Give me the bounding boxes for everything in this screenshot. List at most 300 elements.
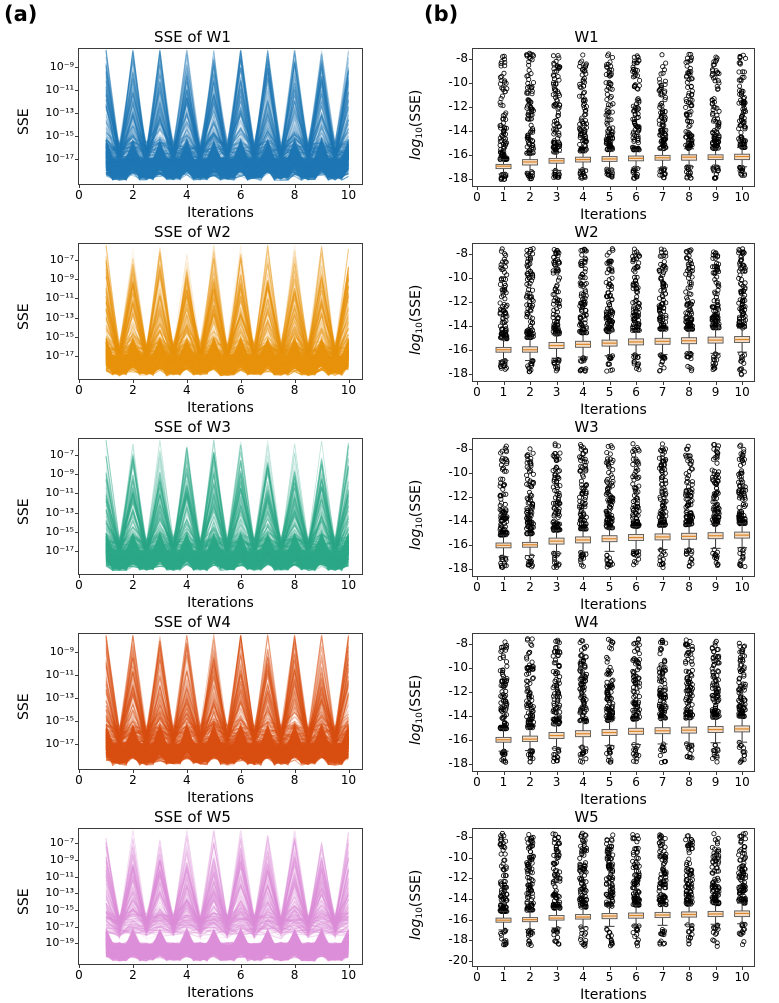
x-tick-label: 10 bbox=[340, 383, 357, 397]
x-tick-mark bbox=[610, 382, 611, 385]
x-tick-mark bbox=[557, 577, 558, 580]
x-tick-mark bbox=[689, 187, 690, 190]
y-tick-label: 10⁻¹¹ bbox=[45, 869, 74, 883]
y-tick-label: 10⁻¹⁷ bbox=[45, 544, 74, 558]
y-tick-mark bbox=[469, 449, 472, 450]
x-tick-mark bbox=[610, 187, 611, 190]
y-tick-label: 10⁻⁹ bbox=[49, 852, 74, 866]
x-tick-mark bbox=[133, 770, 134, 773]
y-axis-label-prefix: log bbox=[408, 723, 424, 745]
y-tick-mark bbox=[469, 179, 472, 180]
x-tick-mark bbox=[716, 187, 717, 190]
box-chart-w2 bbox=[394, 221, 779, 416]
y-tick-label: -8 bbox=[456, 245, 468, 260]
y-tick-label: -14 bbox=[448, 317, 468, 332]
x-axis-label: Iterations bbox=[580, 402, 647, 418]
x-axis-label: Iterations bbox=[187, 985, 254, 1001]
y-tick-mark bbox=[75, 337, 78, 338]
x-tick-mark bbox=[530, 187, 531, 190]
y-tick-label: -18 bbox=[448, 365, 468, 380]
x-tick-label: 0 bbox=[75, 383, 83, 397]
y-tick-label: -18 bbox=[448, 755, 468, 770]
x-tick-label: 6 bbox=[632, 190, 640, 204]
x-tick-label: 1 bbox=[499, 580, 508, 594]
x-tick-label: 10 bbox=[734, 775, 750, 789]
y-tick-mark bbox=[469, 740, 472, 741]
x-tick-label: 0 bbox=[473, 970, 481, 984]
x-tick-label: 0 bbox=[473, 385, 481, 399]
line-chart-sse-of-w3 bbox=[0, 416, 385, 611]
y-tick-mark bbox=[75, 927, 78, 928]
x-tick-mark bbox=[241, 965, 242, 968]
right-column-box-charts bbox=[394, 26, 779, 1001]
y-axis-label bbox=[408, 869, 425, 939]
y-axis-label-suffix: (SSE) bbox=[408, 674, 424, 712]
y-tick-mark bbox=[469, 716, 472, 717]
x-tick-label: 4 bbox=[182, 773, 191, 787]
x-tick-label: 1 bbox=[499, 385, 508, 399]
y-tick-label: 10⁻¹³ bbox=[45, 505, 74, 519]
y-tick-mark bbox=[469, 473, 472, 474]
x-tick-mark bbox=[636, 187, 637, 190]
x-tick-label: 5 bbox=[605, 190, 614, 204]
x-tick-mark bbox=[295, 770, 296, 773]
y-tick-label: 10⁻¹¹ bbox=[45, 82, 74, 96]
y-tick-mark bbox=[75, 943, 78, 944]
x-tick-mark bbox=[79, 575, 80, 578]
x-tick-label: 10 bbox=[734, 580, 750, 594]
x-tick-mark bbox=[557, 772, 558, 775]
y-tick-label: 10⁻¹³ bbox=[45, 310, 74, 324]
x-tick-mark bbox=[504, 772, 505, 775]
x-tick-label: 2 bbox=[129, 383, 137, 397]
x-tick-mark bbox=[689, 967, 690, 970]
x-tick-mark bbox=[504, 382, 505, 385]
y-axis-label-suffix: (SSE) bbox=[408, 284, 424, 322]
y-axis-label-subscript: 10 bbox=[415, 126, 425, 139]
box-chart-w3 bbox=[394, 416, 779, 611]
x-tick-label: 2 bbox=[129, 578, 137, 592]
y-tick-label: -16 bbox=[448, 341, 468, 356]
y-tick-label: -12 bbox=[448, 98, 468, 113]
x-tick-label: 4 bbox=[182, 968, 191, 982]
y-tick-label: -14 bbox=[448, 122, 468, 137]
x-tick-label: 8 bbox=[685, 385, 693, 399]
x-axis-label: Iterations bbox=[580, 597, 647, 613]
y-tick-mark bbox=[75, 532, 78, 533]
x-tick-mark bbox=[187, 575, 188, 578]
y-tick-label: -16 bbox=[448, 731, 468, 746]
y-tick-mark bbox=[75, 356, 78, 357]
x-tick-mark bbox=[241, 575, 242, 578]
line-chart-sse-of-w2 bbox=[0, 221, 385, 416]
x-tick-mark bbox=[583, 577, 584, 580]
y-tick-mark bbox=[75, 721, 78, 722]
x-tick-mark bbox=[504, 967, 505, 970]
x-tick-label: 8 bbox=[290, 578, 299, 592]
x-tick-mark bbox=[583, 187, 584, 190]
x-tick-mark bbox=[742, 772, 743, 775]
x-tick-mark bbox=[477, 772, 478, 775]
x-tick-mark bbox=[241, 770, 242, 773]
y-tick-label: -18 bbox=[448, 170, 468, 185]
y-axis-label bbox=[408, 479, 425, 549]
x-tick-label: 0 bbox=[75, 968, 83, 982]
y-tick-mark bbox=[469, 878, 472, 879]
y-tick-mark bbox=[469, 254, 472, 255]
x-tick-mark bbox=[133, 575, 134, 578]
y-tick-mark bbox=[75, 455, 78, 456]
chart-title: SSE of W1 bbox=[154, 28, 231, 46]
y-tick-mark bbox=[469, 302, 472, 303]
y-axis-label: SSE bbox=[16, 887, 32, 915]
box-chart-w5 bbox=[394, 806, 779, 1001]
chart-title: W3 bbox=[574, 418, 599, 436]
y-tick-label: -12 bbox=[448, 870, 468, 885]
y-tick-mark bbox=[75, 90, 78, 91]
y-tick-mark bbox=[75, 893, 78, 894]
x-tick-mark bbox=[636, 382, 637, 385]
x-tick-label: 10 bbox=[340, 578, 357, 592]
y-tick-mark bbox=[469, 521, 472, 522]
y-tick-mark bbox=[75, 136, 78, 137]
x-tick-mark bbox=[349, 575, 350, 578]
y-axis-label: SSE bbox=[16, 302, 32, 330]
y-tick-label: -16 bbox=[448, 536, 468, 551]
y-tick-mark bbox=[75, 877, 78, 878]
x-tick-mark bbox=[530, 382, 531, 385]
y-tick-label: 10⁻¹⁵ bbox=[45, 902, 74, 916]
x-tick-mark bbox=[349, 380, 350, 383]
y-tick-label: -10 bbox=[448, 849, 468, 864]
y-tick-mark bbox=[75, 551, 78, 552]
x-tick-label: 8 bbox=[685, 190, 693, 204]
y-tick-label: 10⁻¹³ bbox=[45, 690, 74, 704]
x-tick-label: 10 bbox=[734, 970, 750, 984]
x-tick-label: 2 bbox=[129, 968, 137, 982]
x-tick-mark bbox=[530, 577, 531, 580]
x-tick-label: 6 bbox=[236, 188, 245, 202]
x-tick-mark bbox=[636, 577, 637, 580]
x-tick-label: 2 bbox=[129, 773, 137, 787]
box-chart-w1 bbox=[394, 26, 779, 221]
x-tick-mark bbox=[295, 965, 296, 968]
x-tick-label: 7 bbox=[658, 970, 667, 984]
y-axis-label-prefix: log bbox=[408, 918, 424, 940]
x-tick-label: 0 bbox=[473, 580, 481, 594]
y-tick-mark bbox=[75, 279, 78, 280]
y-tick-mark bbox=[75, 675, 78, 676]
x-axis-label: Iterations bbox=[580, 987, 647, 1003]
chart-title: W1 bbox=[574, 28, 599, 46]
box-chart-w4 bbox=[394, 611, 779, 806]
x-tick-label: 3 bbox=[552, 970, 561, 984]
y-tick-mark bbox=[469, 764, 472, 765]
x-tick-label: 8 bbox=[290, 773, 299, 787]
x-tick-mark bbox=[716, 967, 717, 970]
y-tick-mark bbox=[75, 159, 78, 160]
y-tick-label: -16 bbox=[448, 911, 468, 926]
x-tick-label: 6 bbox=[236, 383, 245, 397]
x-tick-mark bbox=[557, 967, 558, 970]
y-tick-mark bbox=[469, 644, 472, 645]
x-tick-label: 6 bbox=[236, 578, 245, 592]
x-tick-mark bbox=[187, 770, 188, 773]
y-axis-label: SSE bbox=[16, 107, 32, 135]
y-axis-label-subscript: 10 bbox=[415, 906, 425, 919]
trajectory-lines bbox=[79, 829, 362, 964]
y-tick-mark bbox=[469, 350, 472, 351]
x-tick-label: 10 bbox=[340, 773, 357, 787]
x-tick-mark bbox=[295, 185, 296, 188]
x-tick-label: 0 bbox=[473, 775, 481, 789]
x-tick-label: 3 bbox=[552, 190, 561, 204]
x-tick-label: 8 bbox=[685, 970, 693, 984]
x-tick-mark bbox=[530, 772, 531, 775]
x-tick-mark bbox=[187, 185, 188, 188]
y-tick-label: 10⁻¹¹ bbox=[45, 667, 74, 681]
y-tick-mark bbox=[469, 497, 472, 498]
y-tick-label: -8 bbox=[456, 829, 468, 844]
x-tick-label: 9 bbox=[711, 190, 720, 204]
x-tick-mark bbox=[79, 770, 80, 773]
x-tick-mark bbox=[689, 772, 690, 775]
x-tick-mark bbox=[349, 185, 350, 188]
x-tick-mark bbox=[133, 185, 134, 188]
y-axis-label-prefix: log bbox=[408, 333, 424, 355]
y-tick-label: 10⁻⁹ bbox=[49, 59, 74, 73]
y-axis-label: SSE bbox=[16, 497, 32, 525]
y-tick-mark bbox=[75, 652, 78, 653]
x-tick-label: 3 bbox=[552, 775, 561, 789]
y-tick-label: 10⁻⁹ bbox=[49, 272, 74, 285]
y-tick-label: 10⁻¹⁵ bbox=[45, 713, 74, 727]
y-tick-mark bbox=[469, 899, 472, 900]
x-tick-mark bbox=[477, 187, 478, 190]
y-axis-label-subscript: 10 bbox=[415, 516, 425, 529]
x-tick-label: 8 bbox=[290, 968, 299, 982]
y-axis-label: SSE bbox=[16, 692, 32, 720]
x-tick-label: 0 bbox=[473, 190, 481, 204]
x-tick-mark bbox=[663, 187, 664, 190]
boxplot-series bbox=[473, 49, 754, 186]
y-tick-label: 10⁻⁷ bbox=[49, 447, 74, 461]
y-tick-mark bbox=[469, 326, 472, 327]
boxplot-series bbox=[473, 829, 754, 966]
y-tick-label: 10⁻¹⁵ bbox=[45, 128, 74, 142]
x-tick-mark bbox=[79, 185, 80, 188]
x-tick-label: 2 bbox=[129, 188, 137, 202]
y-tick-label: 10⁻¹⁷ bbox=[45, 736, 74, 750]
y-tick-mark bbox=[469, 858, 472, 859]
y-tick-label: -8 bbox=[456, 440, 468, 455]
x-tick-mark bbox=[663, 577, 664, 580]
x-tick-mark bbox=[187, 965, 188, 968]
x-tick-label: 10 bbox=[340, 968, 357, 982]
left-column-line-charts bbox=[0, 26, 385, 1001]
x-tick-mark bbox=[610, 772, 611, 775]
y-tick-mark bbox=[469, 374, 472, 375]
y-tick-label: 10⁻⁹ bbox=[49, 644, 74, 658]
x-tick-label: 4 bbox=[182, 578, 191, 592]
x-tick-mark bbox=[133, 380, 134, 383]
x-tick-label: 7 bbox=[658, 190, 667, 204]
x-tick-label: 2 bbox=[526, 190, 534, 204]
x-tick-label: 7 bbox=[658, 580, 667, 594]
x-tick-label: 5 bbox=[605, 580, 614, 594]
x-tick-mark bbox=[477, 382, 478, 385]
x-tick-label: 6 bbox=[632, 970, 640, 984]
y-axis-label-prefix: log bbox=[408, 528, 424, 550]
x-tick-mark bbox=[504, 577, 505, 580]
x-tick-mark bbox=[79, 965, 80, 968]
x-tick-label: 4 bbox=[579, 775, 587, 789]
y-axis-label-suffix: (SSE) bbox=[408, 479, 424, 517]
y-tick-label: -20 bbox=[448, 952, 468, 967]
y-tick-label: 10⁻⁷ bbox=[49, 836, 74, 850]
x-tick-mark bbox=[610, 577, 611, 580]
x-tick-label: 8 bbox=[685, 580, 693, 594]
y-tick-mark bbox=[75, 698, 78, 699]
x-tick-mark bbox=[663, 382, 664, 385]
x-tick-label: 9 bbox=[711, 385, 720, 399]
x-tick-mark bbox=[79, 380, 80, 383]
x-tick-label: 6 bbox=[632, 580, 640, 594]
x-tick-label: 4 bbox=[182, 383, 191, 397]
chart-title: SSE of W4 bbox=[154, 613, 231, 631]
y-tick-label: 10⁻¹³ bbox=[45, 105, 74, 119]
chart-title: W4 bbox=[574, 613, 599, 631]
x-tick-mark bbox=[663, 967, 664, 970]
x-tick-label: 5 bbox=[605, 775, 614, 789]
x-tick-label: 4 bbox=[579, 385, 587, 399]
y-tick-label: -14 bbox=[448, 707, 468, 722]
x-tick-label: 4 bbox=[579, 580, 587, 594]
y-tick-mark bbox=[75, 67, 78, 68]
x-tick-label: 1 bbox=[499, 190, 508, 204]
y-tick-label: 10⁻⁷ bbox=[49, 252, 74, 266]
line-chart-sse-of-w4 bbox=[0, 611, 385, 806]
x-tick-label: 1 bbox=[499, 970, 508, 984]
y-tick-label: 10⁻¹¹ bbox=[45, 291, 74, 305]
x-tick-label: 0 bbox=[75, 773, 83, 787]
y-tick-label: -10 bbox=[448, 269, 468, 284]
y-tick-label: 10⁻¹⁵ bbox=[45, 525, 74, 539]
y-axis-label bbox=[408, 89, 425, 159]
x-tick-mark bbox=[716, 577, 717, 580]
y-tick-mark bbox=[469, 59, 472, 60]
x-tick-mark bbox=[689, 382, 690, 385]
x-axis-label: Iterations bbox=[187, 205, 254, 221]
y-tick-label: -10 bbox=[448, 659, 468, 674]
y-tick-mark bbox=[469, 278, 472, 279]
x-tick-mark bbox=[742, 577, 743, 580]
line-chart-sse-of-w1 bbox=[0, 26, 385, 221]
x-tick-mark bbox=[689, 577, 690, 580]
x-tick-mark bbox=[610, 967, 611, 970]
y-tick-label: -12 bbox=[448, 488, 468, 503]
x-tick-label: 8 bbox=[290, 188, 299, 202]
y-tick-mark bbox=[469, 545, 472, 546]
x-tick-label: 4 bbox=[579, 190, 587, 204]
y-tick-mark bbox=[469, 837, 472, 838]
y-tick-label: 10⁻¹³ bbox=[45, 886, 74, 900]
y-tick-label: -18 bbox=[448, 932, 468, 947]
y-tick-mark bbox=[75, 113, 78, 114]
y-tick-label: -8 bbox=[456, 50, 468, 65]
x-tick-label: 8 bbox=[685, 775, 693, 789]
y-tick-mark bbox=[469, 107, 472, 108]
x-tick-mark bbox=[742, 187, 743, 190]
chart-title: SSE of W2 bbox=[154, 223, 231, 241]
line-chart-sse-of-w5 bbox=[0, 806, 385, 1001]
y-tick-mark bbox=[75, 318, 78, 319]
x-tick-label: 0 bbox=[75, 578, 83, 592]
x-tick-label: 9 bbox=[711, 580, 720, 594]
x-tick-mark bbox=[349, 965, 350, 968]
x-tick-label: 10 bbox=[340, 188, 357, 202]
x-tick-label: 10 bbox=[734, 190, 750, 204]
x-tick-mark bbox=[742, 382, 743, 385]
x-tick-label: 9 bbox=[711, 970, 720, 984]
y-tick-label: 10⁻¹⁵ bbox=[45, 330, 74, 344]
x-tick-label: 6 bbox=[236, 773, 245, 787]
x-tick-label: 2 bbox=[526, 385, 534, 399]
y-tick-label: -10 bbox=[448, 464, 468, 479]
y-tick-label: -18 bbox=[448, 560, 468, 575]
y-tick-mark bbox=[75, 860, 78, 861]
x-tick-mark bbox=[241, 185, 242, 188]
y-axis-label-subscript: 10 bbox=[415, 711, 425, 724]
x-tick-label: 2 bbox=[526, 580, 534, 594]
chart-title: SSE of W3 bbox=[154, 418, 231, 436]
x-tick-label: 0 bbox=[75, 188, 83, 202]
x-tick-label: 8 bbox=[290, 383, 299, 397]
y-tick-mark bbox=[469, 83, 472, 84]
x-tick-label: 3 bbox=[552, 580, 561, 594]
y-tick-mark bbox=[469, 668, 472, 669]
y-tick-label: -16 bbox=[448, 146, 468, 161]
boxplot-series bbox=[473, 439, 754, 576]
x-axis-label: Iterations bbox=[187, 595, 254, 611]
chart-title: W2 bbox=[574, 223, 599, 241]
x-tick-label: 10 bbox=[734, 385, 750, 399]
y-axis-label-suffix: (SSE) bbox=[408, 89, 424, 127]
x-tick-mark bbox=[295, 380, 296, 383]
y-tick-mark bbox=[469, 131, 472, 132]
y-tick-mark bbox=[469, 920, 472, 921]
y-axis-label-prefix: log bbox=[408, 138, 424, 160]
panel-label-b: (b) bbox=[424, 2, 459, 26]
x-tick-mark bbox=[530, 967, 531, 970]
x-axis-label: Iterations bbox=[580, 207, 647, 223]
x-tick-label: 4 bbox=[579, 970, 587, 984]
chart-title: SSE of W5 bbox=[154, 808, 231, 826]
y-tick-label: 10⁻¹⁷ bbox=[45, 349, 74, 363]
chart-title: W5 bbox=[574, 808, 599, 826]
y-tick-mark bbox=[75, 910, 78, 911]
y-tick-mark bbox=[469, 155, 472, 156]
trajectory-lines bbox=[79, 244, 362, 379]
y-tick-label: -10 bbox=[448, 74, 468, 89]
y-axis-label-subscript: 10 bbox=[415, 321, 425, 334]
x-axis-label: Iterations bbox=[580, 792, 647, 808]
y-tick-label: -12 bbox=[448, 683, 468, 698]
y-tick-mark bbox=[469, 569, 472, 570]
trajectory-lines bbox=[79, 634, 362, 769]
x-tick-label: 6 bbox=[632, 385, 640, 399]
y-tick-label: 10⁻¹⁹ bbox=[45, 936, 74, 950]
